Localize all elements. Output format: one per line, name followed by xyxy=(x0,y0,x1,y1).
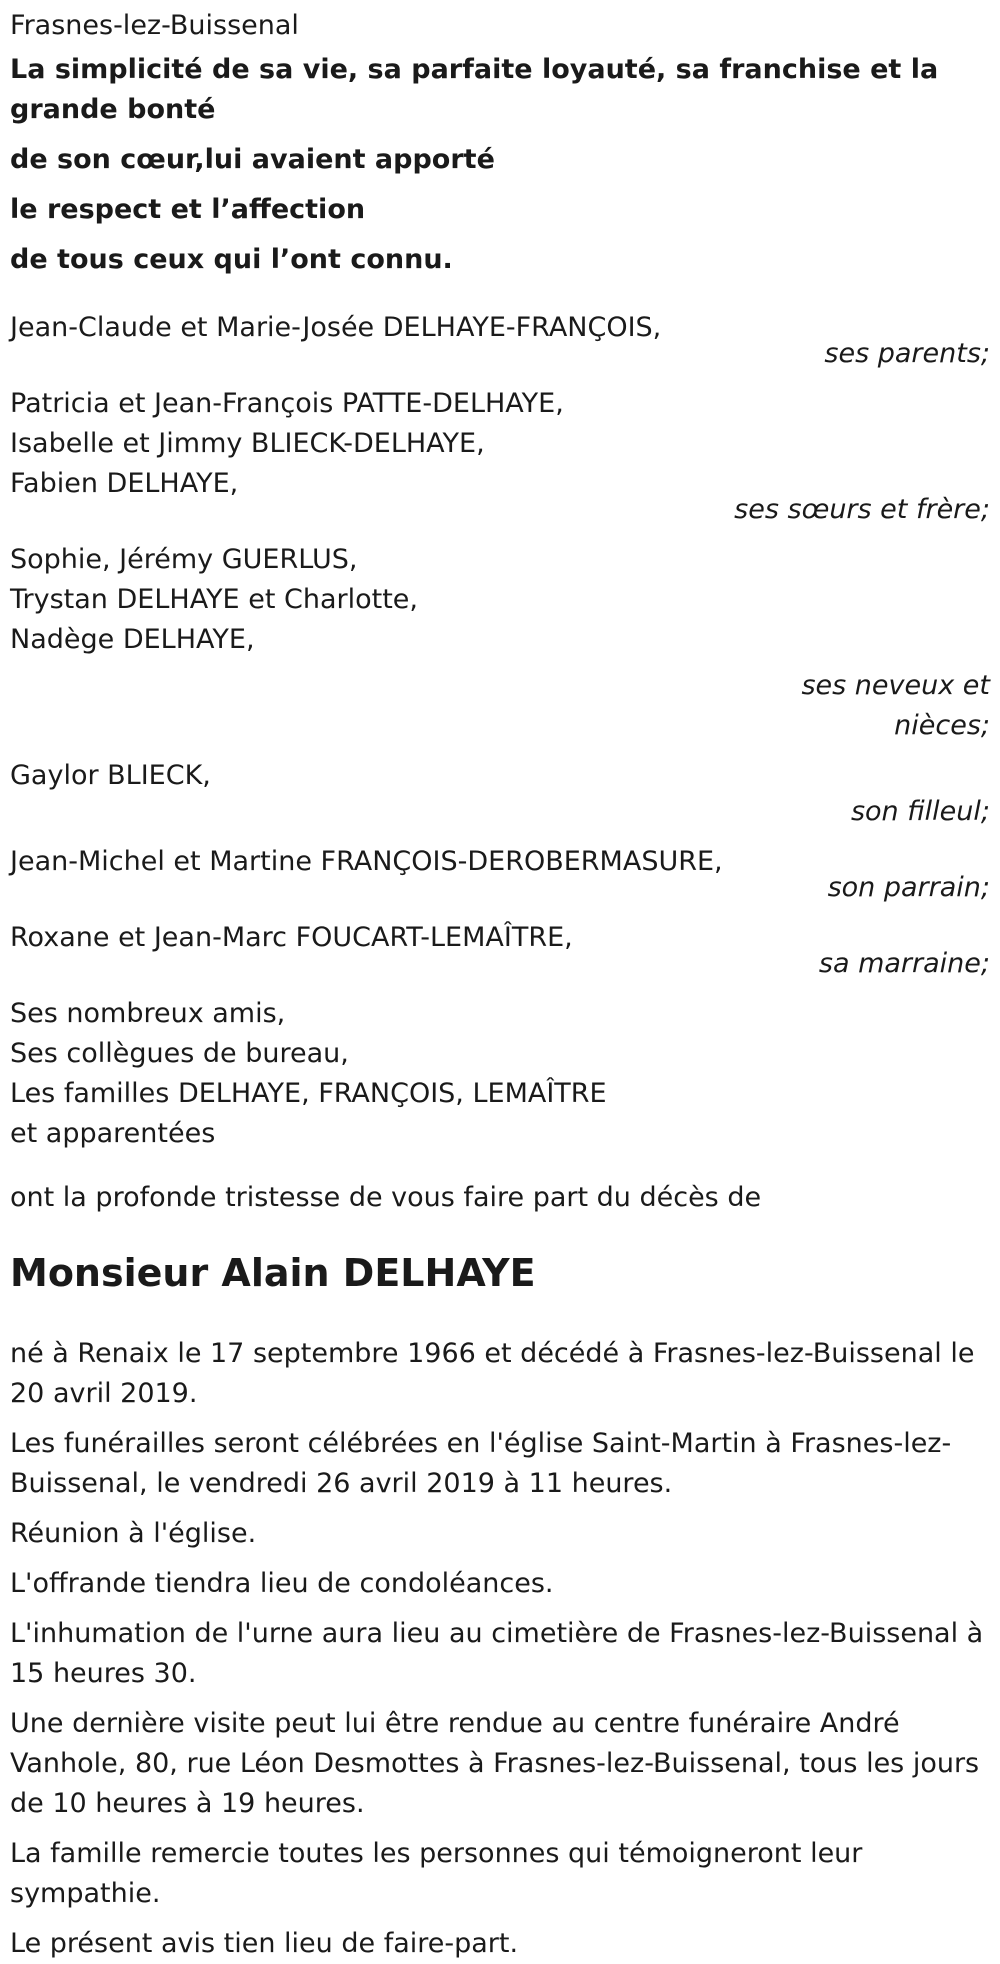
relation-label: ses parents; xyxy=(824,338,990,369)
family-group-others xyxy=(10,994,990,1154)
verse-line-1: La simplicité de sa vie, sa parfaite loyauté, sa franchise et la grande bonté xyxy=(10,54,939,125)
relation-label: son filleul; xyxy=(850,796,990,827)
family-name: et apparentées xyxy=(10,1118,216,1149)
detail-offering: L'offrande tiendra lieu de condoléances. xyxy=(10,1568,554,1599)
detail-notice: Le présent avis tien lieu de faire-part. xyxy=(10,1928,519,1959)
family-group-parents xyxy=(10,308,990,374)
relation-label: ses neveux et nièces; xyxy=(801,670,990,741)
family-group-godfather xyxy=(10,842,990,908)
family-group-siblings xyxy=(10,384,990,530)
family-name: Sophie, Jérémy GUERLUS, xyxy=(10,544,358,575)
family-group-godson xyxy=(10,756,990,832)
relation-label: ses sœurs et frère; xyxy=(734,494,990,525)
relation-label: son parrain; xyxy=(827,872,990,903)
family-name: Trystan DELHAYE et Charlotte, xyxy=(10,584,418,615)
family-group-nephews xyxy=(10,540,990,746)
family-name: Nadège DELHAYE, xyxy=(10,624,255,655)
detail-birth-death: né à Renaix le 17 septembre 1966 et décédé à Frasnes-lez-Buissenal le 20 avril 2019. xyxy=(10,1338,975,1409)
family-group-godmother xyxy=(10,918,990,984)
family-name: Isabelle et Jimmy BLIECK-DELHAYE, xyxy=(10,428,485,459)
detail-thanks: La famille remercie toutes les personnes qui témoigneront leur sympathie. xyxy=(10,1838,863,1909)
family-name: Ses collègues de bureau, xyxy=(10,1038,349,1069)
family-name: Patricia et Jean-François PATTE-DELHAYE, xyxy=(10,388,564,419)
detail-funeral: Les funérailles seront célébrées en l'église Saint-Martin à Frasnes-lez-Buissenal, le vendredi 26 avril 2019 à 11 heures. xyxy=(10,1428,952,1499)
family-name: Les familles DELHAYE, FRANÇOIS, LEMAÎTRE xyxy=(10,1078,607,1109)
family-name: Gaylor BLIECK, xyxy=(10,760,211,791)
announcement-text: ont la profonde tristesse de vous faire part du décès de xyxy=(10,1182,762,1213)
verse-line-2: de son cœur,lui avaient apporté xyxy=(10,144,495,175)
detail-visit: Une dernière visite peut lui être rendue au centre funéraire André Vanhole, 80, rue Léon Desmottes à Frasnes-lez-Buissenal, tous les jours de 10 heures à 19 heures. xyxy=(10,1708,980,1819)
relation-label: sa marraine; xyxy=(818,948,990,979)
deceased-name: Monsieur Alain DELHAYE xyxy=(10,1251,536,1295)
verse-line-4: de tous ceux qui l’ont connu. xyxy=(10,244,453,275)
family-name: Roxane et Jean-Marc FOUCART-LEMAÎTRE, xyxy=(10,922,573,953)
detail-burial: L'inhumation de l'urne aura lieu au cimetière de Frasnes-lez-Buissenal à 15 heures 30. xyxy=(10,1618,984,1689)
verse-block xyxy=(10,50,990,280)
details-block xyxy=(10,1334,990,1964)
detail-meeting: Réunion à l'église. xyxy=(10,1518,257,1549)
family-name: Jean-Claude et Marie-Josée DELHAYE-FRANÇOIS, xyxy=(10,312,662,343)
family-name: Ses nombreux amis, xyxy=(10,998,286,1029)
family-list xyxy=(10,308,990,1154)
family-name: Fabien DELHAYE, xyxy=(10,468,239,499)
family-name: Jean-Michel et Martine FRANÇOIS-DEROBERMASURE, xyxy=(10,846,723,877)
verse-line-3: le respect et l’affection xyxy=(10,194,366,225)
location-heading: Frasnes-lez-Buissenal xyxy=(10,10,299,41)
